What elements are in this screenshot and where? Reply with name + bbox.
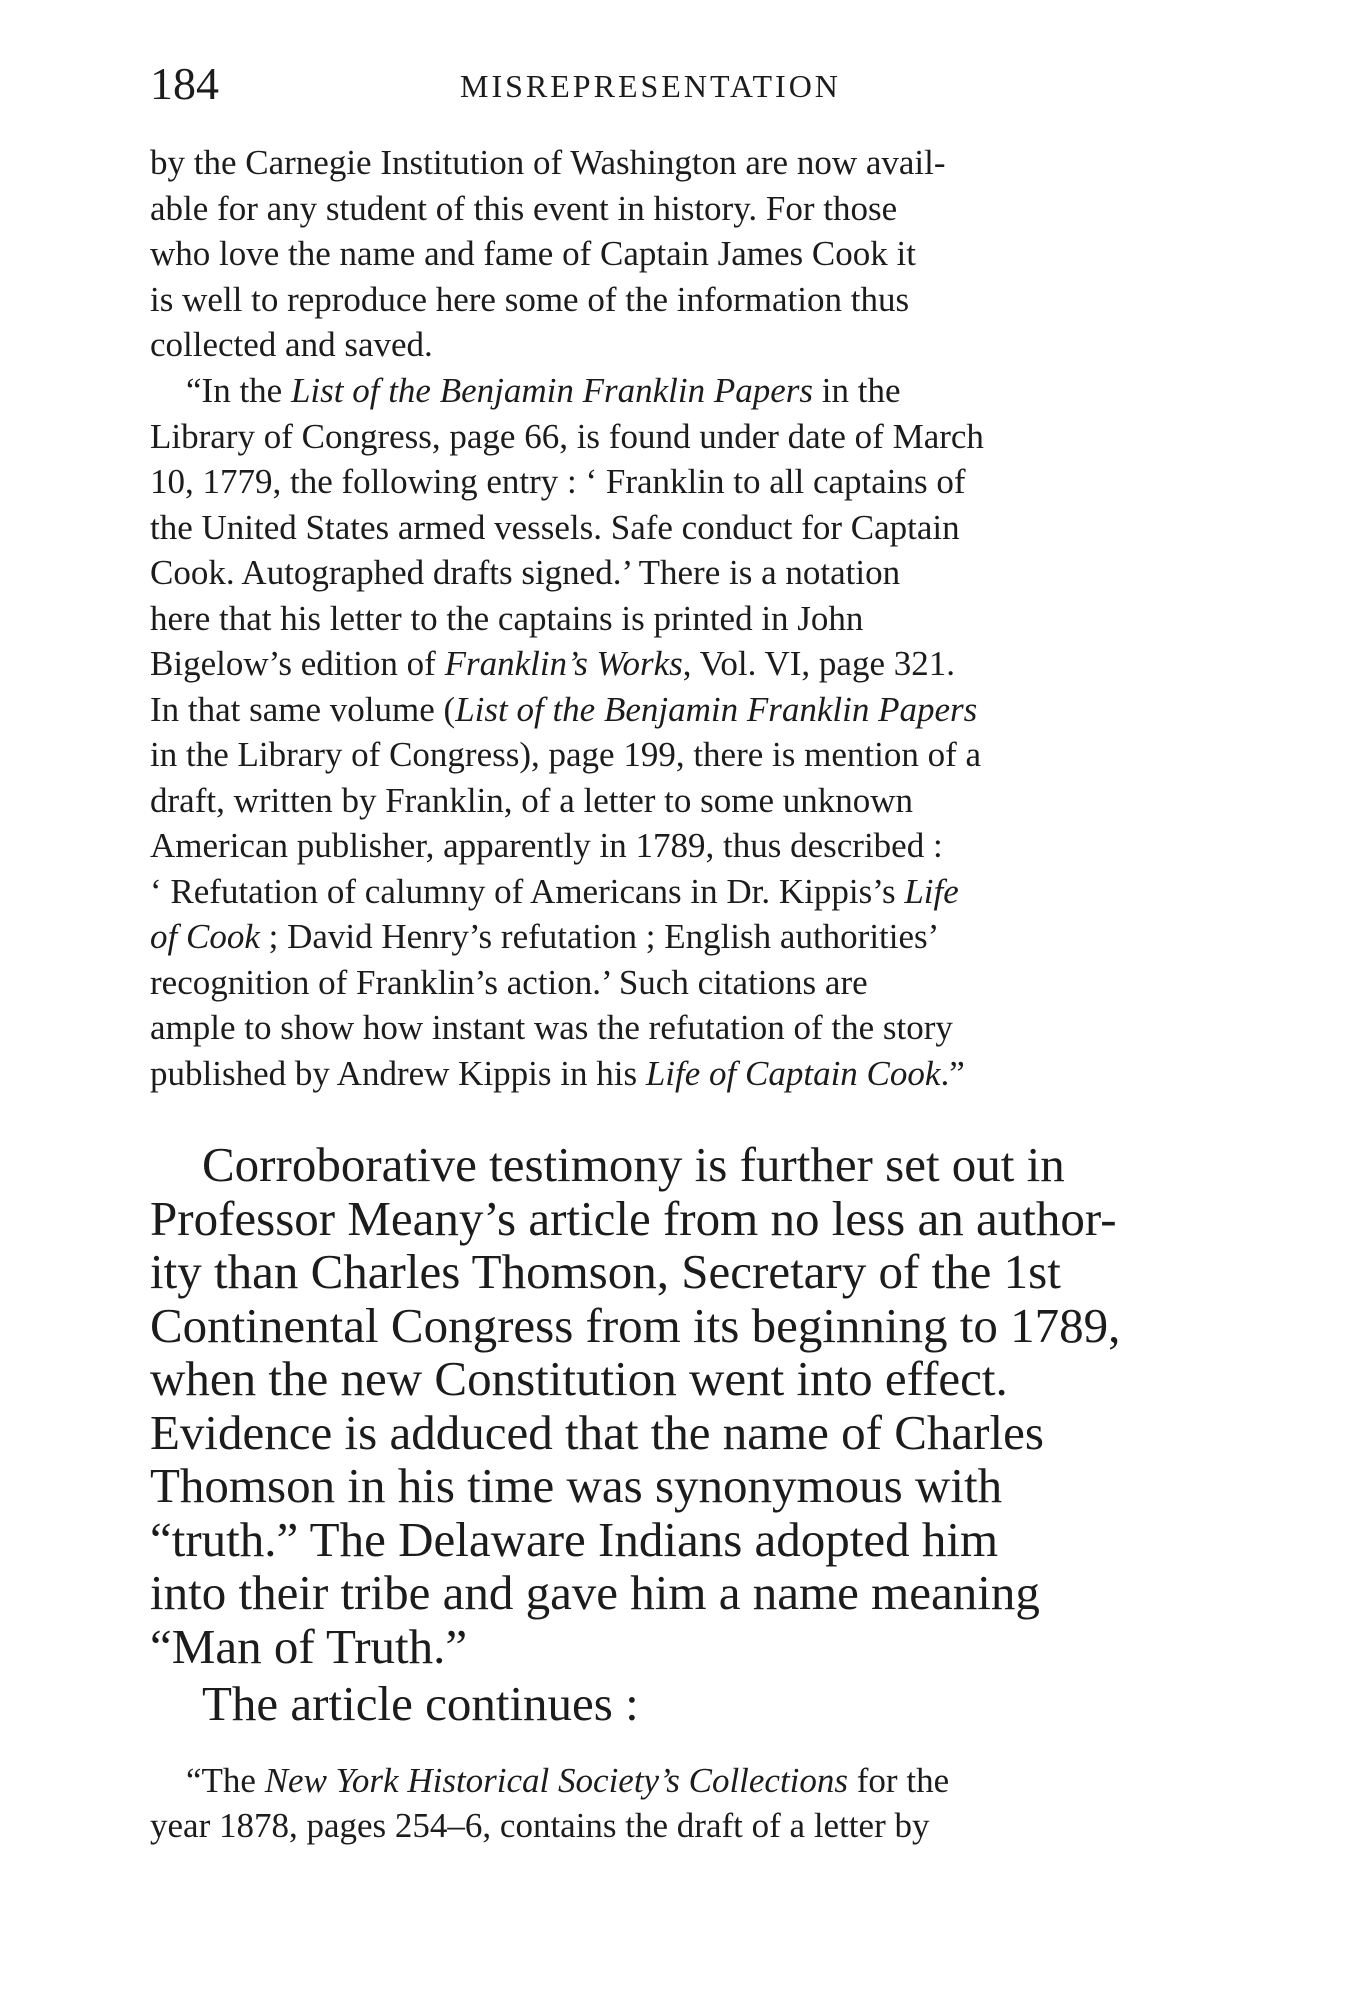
paragraph-article-continues <box>150 1677 1210 1731</box>
paragraph-franklin-papers <box>150 368 1210 1096</box>
paragraph-intro <box>150 140 1210 368</box>
text-line: “truth.” The Delaware Indians adopted him <box>150 1511 999 1567</box>
text-line: Library of Congress, page 66, is found under date of March <box>150 416 984 456</box>
text-line: into their tribe and gave him a name meaning <box>150 1565 1040 1620</box>
text-line: Professor Meany’s article from no less an author- <box>150 1190 1117 1246</box>
text-line: ‘ Refutation of calumny of Americans in Dr. Kippis’s Life <box>150 871 959 911</box>
text-line: here that his letter to the captains is printed in John <box>150 598 864 638</box>
text-line: Evidence is adduced that the name of Charles <box>150 1404 1044 1460</box>
text-line: is well to reproduce here some of the information thus <box>150 279 910 319</box>
text-line: Continental Congress from its beginning to 1789, <box>150 1297 1121 1353</box>
text-line: able for any student of this event in history. For those <box>150 188 898 228</box>
text-line: Bigelow’s edition of Franklin’s Works, Vol. VI, page 321. <box>150 644 956 683</box>
text-line: of Cook ; David Henry’s refutation ; English authorities’ <box>150 917 940 956</box>
text-line: when the new Constitution went into effect. <box>150 1351 1008 1406</box>
text-line: ample to show how instant was the refutation of the story <box>150 1008 953 1047</box>
text-line: 10, 1779, the following entry : ‘ Franklin to all captains of <box>150 462 966 501</box>
text-line: “In the List of the Benjamin Franklin Papers in the <box>186 371 901 410</box>
text-line: by the Carnegie Institution of Washington are now avail- <box>150 143 946 182</box>
paragraph-ny-historical <box>150 1758 1210 1848</box>
text-line: year 1878, pages 254–6, contains the draft of a letter by <box>150 1806 930 1845</box>
text-line: Thomson in his time was synonymous with <box>150 1458 1003 1513</box>
text-line: American publisher, apparently in 1789, thus described : <box>150 826 943 865</box>
text-line: “Man of Truth.” <box>150 1618 468 1674</box>
text-line: draft, written by Franklin, of a letter to some unknown <box>150 780 914 820</box>
text-line: Corroborative testimony is further set out in <box>202 1137 1065 1192</box>
page-number: 184 <box>150 58 219 109</box>
text-line: In that same volume (List of the Benjamin Franklin Papers <box>150 689 978 729</box>
text-line: recognition of Franklin’s action.’ Such citations are <box>150 962 868 1002</box>
text-line: in the Library of Congress), page 199, there is mention of a <box>150 735 982 774</box>
text-line: Cook. Autographed drafts signed.’ There is a notation <box>150 553 901 592</box>
running-head <box>150 54 1210 114</box>
text-line: “The New York Historical Society’s Collections for the <box>186 1761 950 1800</box>
running-title: MISREPRESENTATION <box>460 68 841 104</box>
text-line: collected and saved. <box>150 325 433 364</box>
text-line: who love the name and fame of Captain James Cook it <box>150 234 916 273</box>
paragraph-corroborative <box>150 1138 1210 1673</box>
text-line: published by Andrew Kippis in his Life of Captain Cook.” <box>150 1053 965 1093</box>
text-line: the United States armed vessels. Safe conduct for Captain <box>150 507 960 547</box>
text-line: The article continues : <box>202 1676 639 1731</box>
text-line: ity than Charles Thomson, Secretary of the 1st <box>150 1244 1061 1299</box>
